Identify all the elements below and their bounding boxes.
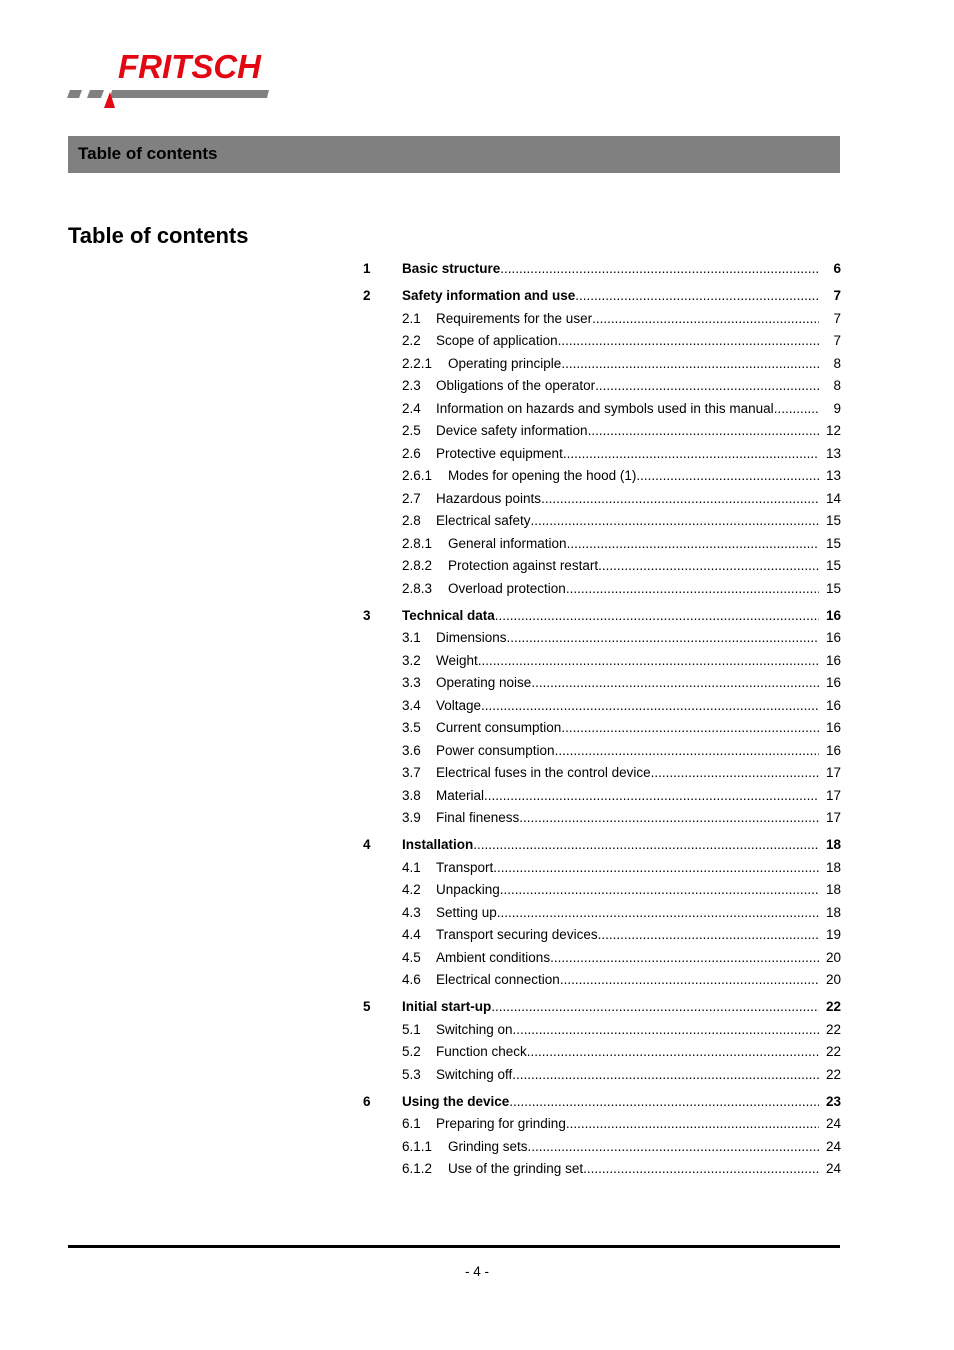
toc-entry-number: 2.7 bbox=[402, 490, 421, 506]
toc-entry-page: 13 bbox=[825, 445, 841, 461]
toc-entry-title: Setting up bbox=[436, 904, 497, 920]
toc-dot-leader bbox=[491, 996, 819, 1019]
toc-dot-leader bbox=[558, 330, 819, 353]
toc-entry-page: 16 bbox=[825, 675, 841, 690]
toc-dot-leader bbox=[636, 465, 819, 488]
toc-dot-leader bbox=[509, 1091, 819, 1114]
toc-entry-title: Preparing for grinding bbox=[436, 1116, 566, 1131]
toc-entry-page: 7 bbox=[833, 310, 841, 326]
toc-section-entry[interactable] bbox=[363, 627, 841, 650]
toc-entry-page: 16 bbox=[825, 630, 841, 645]
toc-entry-number: 6.1 bbox=[402, 1116, 421, 1131]
toc-entry-number: 2.8 bbox=[402, 513, 421, 528]
toc-entry-number: 3.1 bbox=[402, 630, 421, 645]
toc-entry-title: Device safety information bbox=[436, 423, 588, 438]
toc-dot-leader bbox=[531, 510, 819, 533]
toc-entry-number: 2.8.2 bbox=[402, 558, 433, 573]
toc-entry-title: Switching on bbox=[436, 1021, 513, 1037]
toc-entry-page: 18 bbox=[825, 859, 841, 875]
section-header-title: Table of contents bbox=[78, 144, 218, 163]
toc-section-entry[interactable] bbox=[363, 902, 841, 925]
toc-section-entry[interactable] bbox=[363, 717, 841, 740]
toc-entry-page: 18 bbox=[825, 882, 841, 897]
toc-entry-page: 14 bbox=[825, 490, 841, 506]
toc-section-entry[interactable] bbox=[363, 1041, 841, 1064]
toc-entry-title: Operating noise bbox=[436, 675, 532, 690]
toc-entry-page: 13 bbox=[825, 468, 841, 483]
toc-entry-number: 2.1 bbox=[402, 310, 421, 326]
section-header-bar bbox=[68, 136, 840, 173]
toc-entry-number: 6 bbox=[363, 1093, 371, 1109]
toc-section-entry[interactable] bbox=[363, 969, 841, 992]
toc-dot-leader bbox=[583, 1158, 819, 1181]
toc-section-entry[interactable] bbox=[363, 1113, 841, 1136]
toc-entry-title: Transport bbox=[436, 859, 494, 875]
toc-section-entry[interactable] bbox=[363, 1158, 841, 1181]
toc-section-entry[interactable] bbox=[363, 1019, 841, 1042]
toc-entry-page: 22 bbox=[825, 1066, 841, 1082]
toc-entry-number: 2.4 bbox=[402, 400, 421, 416]
toc-chapter-entry[interactable] bbox=[363, 996, 841, 1019]
brand-name: FRITSCH bbox=[118, 48, 261, 85]
toc-entry-title: Safety information and use bbox=[402, 288, 576, 303]
toc-chapter-entry[interactable] bbox=[363, 285, 841, 308]
toc-entry-title: Initial start-up bbox=[402, 999, 492, 1014]
toc-entry-number: 2.6 bbox=[402, 445, 421, 461]
toc-entry-number: 3.8 bbox=[402, 787, 421, 803]
toc-entry-page: 15 bbox=[825, 580, 841, 596]
toc-section-entry[interactable] bbox=[363, 578, 841, 601]
toc-entry-title: Grinding sets bbox=[448, 1138, 528, 1154]
toc-section-entry[interactable] bbox=[363, 857, 841, 880]
toc-chapter-entry[interactable] bbox=[363, 258, 841, 281]
toc-section-entry[interactable] bbox=[363, 924, 841, 947]
toc-entry-number: 3.6 bbox=[402, 742, 421, 758]
toc-dot-leader bbox=[512, 1064, 819, 1087]
toc-chapter-entry[interactable] bbox=[363, 1091, 841, 1114]
toc-entry-number: 3 bbox=[363, 607, 371, 623]
toc-entry-page: 16 bbox=[825, 652, 841, 668]
toc-entry-page: 7 bbox=[833, 333, 841, 348]
toc-section-entry[interactable] bbox=[363, 465, 841, 488]
toc-entry-number: 2.2.1 bbox=[402, 355, 433, 371]
toc-section-entry[interactable] bbox=[363, 672, 841, 695]
toc-entry-title: Basic structure bbox=[402, 261, 501, 276]
toc-section-entry[interactable] bbox=[363, 398, 841, 421]
toc-dot-leader bbox=[598, 555, 819, 578]
toc-entry-page: 7 bbox=[833, 288, 841, 303]
toc-entry-page: 24 bbox=[825, 1138, 841, 1154]
toc-entry-title: Obligations of the operator bbox=[436, 378, 596, 393]
toc-dot-leader bbox=[560, 969, 819, 992]
footer-divider bbox=[68, 1245, 840, 1248]
toc-dot-leader bbox=[588, 420, 819, 443]
toc-entry-page: 18 bbox=[825, 837, 841, 852]
page-number: - 4 - bbox=[464, 1264, 489, 1279]
toc-dot-leader bbox=[651, 762, 819, 785]
toc-entry-page: 18 bbox=[825, 904, 841, 920]
toc-entry-title: Requirements for the user bbox=[436, 310, 593, 326]
toc-entry-page: 9 bbox=[833, 400, 841, 416]
toc-entry-page: 16 bbox=[825, 697, 841, 713]
toc-entry-number: 3.9 bbox=[402, 810, 421, 825]
toc-entry-number: 4.2 bbox=[402, 882, 421, 897]
toc-entry-page: 15 bbox=[825, 558, 841, 573]
toc-entry-page: 23 bbox=[825, 1093, 841, 1109]
toc-entry-title: Operating principle bbox=[448, 355, 562, 371]
toc-dot-leader bbox=[481, 695, 819, 718]
toc-entry-title: Voltage bbox=[436, 697, 482, 713]
toc-entry-number: 4.4 bbox=[402, 927, 421, 942]
toc-dot-leader bbox=[561, 717, 819, 740]
toc-entry-title: Power consumption bbox=[436, 742, 555, 758]
toc-entry-page: 16 bbox=[825, 720, 841, 735]
toc-section-entry[interactable] bbox=[363, 330, 841, 353]
toc-entry-title: Use of the grinding set bbox=[448, 1161, 584, 1176]
toc-entry-title: Switching off bbox=[436, 1066, 513, 1082]
toc-entry-title: Modes for opening the hood (1) bbox=[448, 468, 637, 483]
toc-dot-leader bbox=[500, 879, 819, 902]
toc-entry-title: Final fineness bbox=[436, 810, 520, 825]
toc-dot-leader bbox=[507, 627, 819, 650]
toc-dot-leader bbox=[595, 375, 819, 398]
toc-entry-number: 5.3 bbox=[402, 1066, 421, 1082]
table-of-contents bbox=[363, 258, 841, 1181]
toc-entry-title: Material bbox=[436, 787, 485, 803]
toc-entry-title: Protection against restart bbox=[448, 558, 599, 573]
toc-entry-number: 2 bbox=[363, 288, 371, 303]
toc-dot-leader bbox=[478, 650, 819, 673]
toc-entry-page: 17 bbox=[825, 765, 841, 780]
toc-entry-title: Current consumption bbox=[436, 720, 562, 735]
toc-dot-leader bbox=[513, 1019, 819, 1042]
toc-entry-page: 24 bbox=[825, 1161, 841, 1176]
toc-dot-leader bbox=[493, 857, 819, 880]
toc-dot-leader bbox=[563, 443, 819, 466]
toc-dot-leader bbox=[567, 533, 819, 556]
toc-entry-number: 5.2 bbox=[402, 1044, 421, 1059]
toc-entry-number: 2.5 bbox=[402, 423, 421, 438]
toc-dot-leader bbox=[566, 578, 819, 601]
toc-section-entry[interactable] bbox=[363, 1064, 841, 1087]
toc-section-entry[interactable] bbox=[363, 695, 841, 718]
toc-section-entry[interactable] bbox=[363, 443, 841, 466]
toc-entry-number: 2.8.3 bbox=[402, 580, 433, 596]
toc-entry-number: 4 bbox=[363, 837, 371, 852]
toc-entry-page: 16 bbox=[825, 607, 841, 623]
toc-dot-leader bbox=[541, 488, 819, 511]
toc-entry-title: General information bbox=[448, 535, 567, 551]
toc-entry-number: 5.1 bbox=[402, 1021, 421, 1037]
toc-entry-number: 4.1 bbox=[402, 859, 421, 875]
toc-entry-title: Unpacking bbox=[436, 882, 500, 897]
toc-section-entry[interactable] bbox=[363, 762, 841, 785]
toc-entry-title: Hazardous points bbox=[436, 490, 542, 506]
toc-section-entry[interactable] bbox=[363, 488, 841, 511]
toc-entry-number: 3.2 bbox=[402, 652, 421, 668]
toc-chapter-entry[interactable] bbox=[363, 834, 841, 857]
page-title: Table of contents bbox=[68, 223, 249, 248]
toc-dot-leader bbox=[527, 1041, 819, 1064]
toc-entry-page: 19 bbox=[825, 927, 841, 942]
toc-section-entry[interactable] bbox=[363, 879, 841, 902]
toc-section-entry[interactable] bbox=[363, 1136, 841, 1159]
toc-entry-page: 17 bbox=[825, 810, 841, 825]
toc-section-entry[interactable] bbox=[363, 308, 841, 331]
toc-entry-number: 3.4 bbox=[402, 697, 421, 713]
toc-entry-number: 2.8.1 bbox=[402, 535, 433, 551]
toc-entry-title: Dimensions bbox=[436, 630, 507, 645]
toc-dot-leader bbox=[555, 740, 819, 763]
toc-entry-title: Function check bbox=[436, 1044, 527, 1059]
toc-dot-leader bbox=[561, 353, 819, 376]
toc-section-entry[interactable] bbox=[363, 650, 841, 673]
toc-entry-title: Transport securing devices bbox=[436, 927, 598, 942]
toc-entry-page: 8 bbox=[833, 378, 841, 393]
toc-entry-page: 16 bbox=[825, 742, 841, 758]
toc-entry-number: 2.2 bbox=[402, 333, 421, 348]
toc-entry-title: Weight bbox=[436, 652, 478, 668]
toc-dot-leader bbox=[495, 605, 819, 628]
toc-entry-title: Electrical fuses in the control device bbox=[436, 765, 651, 780]
toc-entry-title: Scope of application bbox=[436, 333, 558, 348]
toc-entry-number: 5 bbox=[363, 999, 371, 1014]
toc-dot-leader bbox=[484, 785, 819, 808]
toc-entry-title: Electrical safety bbox=[436, 513, 531, 528]
toc-entry-number: 4.5 bbox=[402, 949, 421, 965]
toc-entry-number: 2.6.1 bbox=[402, 468, 433, 483]
toc-dot-leader bbox=[531, 672, 819, 695]
toc-section-entry[interactable] bbox=[363, 807, 841, 830]
fritsch-logo bbox=[66, 48, 286, 112]
toc-entry-page: 22 bbox=[825, 1044, 841, 1059]
toc-entry-number: 6.1.1 bbox=[402, 1138, 433, 1154]
toc-entry-number: 3.5 bbox=[402, 720, 421, 735]
toc-entry-number: 4.6 bbox=[402, 972, 421, 987]
toc-section-entry[interactable] bbox=[363, 555, 841, 578]
toc-entry-page: 17 bbox=[825, 787, 841, 803]
toc-dot-leader bbox=[592, 308, 819, 331]
toc-entry-number: 3.7 bbox=[402, 765, 421, 780]
toc-section-entry[interactable] bbox=[363, 375, 841, 398]
toc-entry-title: Protective equipment bbox=[436, 445, 563, 461]
toc-entry-title: Overload protection bbox=[448, 580, 566, 596]
toc-entry-title: Ambient conditions bbox=[436, 949, 551, 965]
toc-section-entry[interactable] bbox=[363, 740, 841, 763]
toc-dot-leader bbox=[497, 902, 819, 925]
toc-entry-title: Technical data bbox=[402, 607, 495, 623]
toc-dot-leader bbox=[519, 807, 819, 830]
toc-dot-leader bbox=[566, 1113, 819, 1136]
toc-entry-page: 6 bbox=[833, 261, 841, 276]
toc-entry-title: Using the device bbox=[402, 1093, 510, 1109]
toc-section-entry[interactable] bbox=[363, 420, 841, 443]
toc-entry-page: 24 bbox=[825, 1116, 841, 1131]
toc-dot-leader bbox=[528, 1136, 819, 1159]
toc-entry-page: 20 bbox=[825, 972, 841, 987]
toc-section-entry[interactable] bbox=[363, 510, 841, 533]
toc-entry-page: 20 bbox=[825, 949, 841, 965]
toc-dot-leader bbox=[550, 947, 819, 970]
toc-chapter-entry[interactable] bbox=[363, 605, 841, 628]
toc-entry-number: 2.3 bbox=[402, 378, 421, 393]
toc-dot-leader bbox=[774, 398, 819, 421]
toc-dot-leader bbox=[500, 258, 819, 281]
toc-entry-number: 1 bbox=[363, 261, 371, 276]
toc-entry-title: Installation bbox=[402, 837, 474, 852]
toc-entry-title: Information on hazards and symbols used in this manual bbox=[436, 400, 774, 416]
toc-entry-page: 8 bbox=[833, 355, 841, 371]
toc-entry-number: 6.1.2 bbox=[402, 1161, 433, 1176]
toc-dot-leader bbox=[575, 285, 819, 308]
toc-entry-page: 15 bbox=[825, 535, 841, 551]
toc-entry-page: 15 bbox=[825, 513, 841, 528]
toc-entry-page: 22 bbox=[825, 1021, 841, 1037]
toc-section-entry[interactable] bbox=[363, 785, 841, 808]
toc-dot-leader bbox=[473, 834, 819, 857]
toc-entry-page: 22 bbox=[825, 999, 841, 1014]
toc-entry-page: 12 bbox=[825, 423, 841, 438]
toc-entry-number: 4.3 bbox=[402, 904, 421, 920]
toc-section-entry[interactable] bbox=[363, 353, 841, 376]
toc-entry-number: 3.3 bbox=[402, 675, 421, 690]
toc-dot-leader bbox=[598, 924, 819, 947]
toc-entry-title: Electrical connection bbox=[436, 972, 560, 987]
toc-section-entry[interactable] bbox=[363, 947, 841, 970]
toc-section-entry[interactable] bbox=[363, 533, 841, 556]
